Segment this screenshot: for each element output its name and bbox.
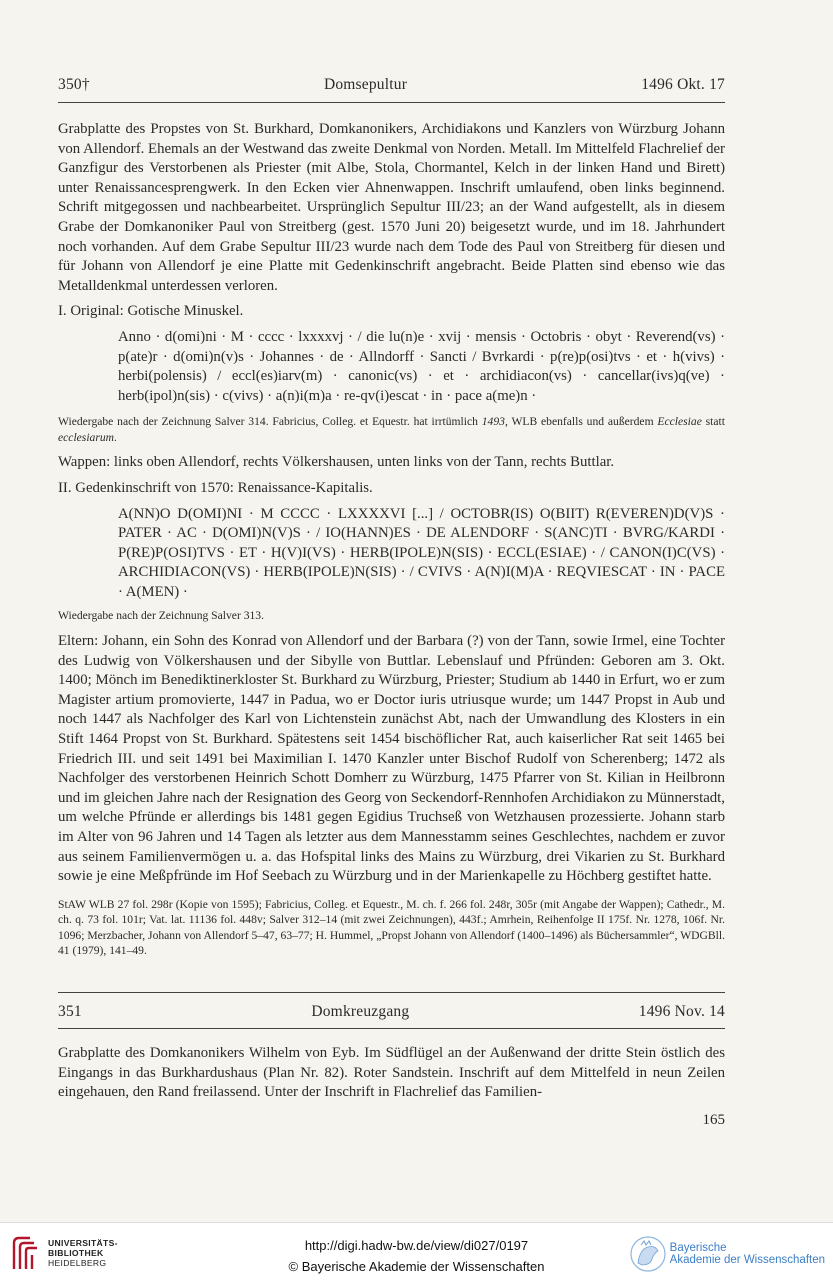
permalink[interactable]: http://digi.hadw-bw.de/view/di027/0197 xyxy=(304,1238,529,1253)
entry-location: Domkreuzgang xyxy=(311,1003,410,1020)
logo-line: Bayerische xyxy=(669,1241,727,1254)
logo-line: HEIDELBERG xyxy=(48,1258,107,1268)
running-header-entry-350 xyxy=(58,76,725,94)
header-rule xyxy=(58,1028,725,1029)
entry-350-body xyxy=(58,120,725,959)
logo-line: BIBLIOTHEK xyxy=(48,1248,104,1258)
inscription-original: Anno · d(omi)ni · M · cccc · lxxxxvj · / die lu(n)e · xvij · mensis · Octobris · obyt · Reverend(vs) · p(ate)r · d(omi)n(v)s · Johannes · de · Allndorff · Sancti / Bvrkardi · p(re)p(osi)tvs · et · h(vivs) · herbi(polensis) / eccl(es)iarv(m) · canonic(vs) · et · archidiacon(vs) · cancellar(ivs)q(ve) · herb(ipol)n(sis) · c(vivs) · a(n)i(m)a · re-qv(i)escat · in · pace a(me)n · xyxy=(118,328,725,404)
viewer-footer xyxy=(0,1222,833,1284)
note-text: statt xyxy=(701,415,725,429)
entry-date: 1496 Nov. 14 xyxy=(638,1003,725,1020)
academy-logo-text xyxy=(670,1242,825,1267)
header-rule xyxy=(58,102,725,103)
academy-logo[interactable] xyxy=(628,1235,825,1273)
entry-351-body xyxy=(58,1044,725,1103)
entry-location: Domsepultur xyxy=(323,76,408,93)
coats-of-arms: Wappen: links oben Allendorf, rechts Völkershausen, unten links von der Tann, rechts Buttlar. xyxy=(58,454,615,471)
entry-number: 350† xyxy=(58,76,90,93)
note-italic-word: Ecclesiae xyxy=(657,415,702,429)
bavarian-lion-icon xyxy=(628,1235,668,1273)
note-text: . xyxy=(114,430,117,444)
entry-description: Grabplatte des Propstes von St. Burkhard, Domkanonikers, Archidiakons und Kanzlers von Würzburg Johann von Allendorf. Ehemals an der Westwand das zweite Denkmal von Norden. Metall. Im Mittelfeld Flachrelief der Ganzfigur des Verstorbenen als Priester (mit Albe, Stola, Chormantel, Kelch in der linken Hand und Birett) unter Renaissancesprengwerk. In den Ecken vier Ahnenwappen. Inschrift umlaufend, oben links beginnend. Schrift mitgegossen und nachbearbeitet. Ursprünglich Sepultur III/23; an der Wand aufgestellt, als in diesem Grabe der Domkanoniker Paul von Streitberg (gest. 1570 Juni 20) beigesetzt wurde, und im 18. Jahrhundert noch vorhanden. Auf dem Grabe Sepultur III/23 wurde nach dem Tode des Paul von Streitberg für diesen und für Johann von Allendorf je eine Platte mit Gedenkinschrift angebracht. Beide Platten sind ebenso wie das Metalldenkmal unterdessen verloren. xyxy=(58,121,725,294)
note-text: , WLB ebenfalls und außerdem xyxy=(504,415,658,429)
logo-line: UNIVERSITÄTS- xyxy=(48,1238,118,1248)
entry-date: 1496 Okt. 17 xyxy=(641,76,725,93)
note-text: Wiedergabe nach der Zeichnung Salver 314. Fabricius, Colleg. et Equestr. hat irrtümlich xyxy=(58,415,482,429)
logo-line: Akademie der Wissenschaften xyxy=(669,1254,825,1266)
section-heading-original: I. Original: Gotische Minuskel. xyxy=(58,303,244,320)
sources: StAW WLB 27 fol. 298r (Kopie von 1595); Fabricius, Colleg. et Equestr., M. ch. f. 266 fol. 248r, 305r (mit Angabe der Wappen); Cathedr., M. ch. q. 73 fol. 101r; Vat. lat. 11136 fol. 448v; Salver 312–14 (mit zwei Zeichnungen), 443f.; Amrhein, Reihenfolge II 175f. Nr. 1278, 106f. Nr. 1096; Merzbacher, Johann von Allendorf 5–47, 63–77; H. Hummel, „Propst Johann von Allendorf (1400–1496) als Büchersammler“, WDGBll. 41 (1979), 141–49. xyxy=(58,897,725,958)
entry-number: 351 xyxy=(58,1003,82,1020)
section-rule xyxy=(58,992,725,993)
section-heading-memorial: II. Gedenkinschrift von 1570: Renaissance-Kapitalis. xyxy=(58,479,373,496)
note-italic-year: 1493 xyxy=(481,415,505,429)
apparatus-note-1 xyxy=(58,414,725,445)
apparatus-note-2: Wiedergabe nach der Zeichnung Salver 313. xyxy=(58,609,264,623)
copyright: © Bayerische Akademie der Wissenschaften xyxy=(288,1259,545,1274)
inscription-memorial: A(NN)O D(OMI)NI · M CCCC · LXXXXVI [...] / OCTOBR(IS) O(BIIT) R(EVEREN)D(V)S · PATER · AC · D(OMI)N(V)S · / IO(HANN)ES · DE ALENDORF · S(ANC)TI · BVRG/KARDI · P(RE)P(OSI)TVS · ET · H(V)I(VS) · HERB(IPOLE)N(SIS) · ECCL(ESIAE) · / CANON(I)C(VS) · ARCHIDIACON(VS) · HERB(IPOLE)N(SIS) · / CVIVS · A(N)I(M)A · REQVIESCAT · IN · PACE · A(MEN) · xyxy=(118,505,725,600)
note-italic-word: ecclesiarum xyxy=(58,430,115,444)
biography: Eltern: Johann, ein Sohn des Konrad von Allendorf und der Barbara (?) von der Tann, sowie Irmel, eine Tochter des Ludwig von Völkershausen und der Sibylle von Buttlar. Lebenslauf und Pfründen: Geboren am 3. Okt. 1400; Mönch im Benediktinerkloster St. Burkhard zu Würzburg, Priester; Studium ab 1440 in Erfurt, wo er zum Magister artium promovierte, 1447 in Padua, wo er Doctor iuris utriusque wurde; um 1447 Propst in Aub und noch 1447 als Nachfolger des Karl von Lichtenstein zunächst Abt, nach der Umwandlung des Klosters in ein Stift 1464 Propst von St. Burkhard. Spätestens seit 1454 bischöflicher Rat, auch kaiserlicher Rat seit 1465 bei Friedrich III. und seit 1491 bei Maximilian I. 1470 Kanzler unter Bischof Rudolf von Scherenberg; 1472 als Nachfolger des verstorbenen Heinrich Schott Domherr zu Würzburg, 1475 Pfarrer von St. Kilian in Heilbronn und im gleichen Jahre nach der Resignation des Georg von Seckendorf-Rennhofen Archidiakon zu Münnerstadt, um welche Pfründe er allerdings bis 1481 gegen Egidius Truchseß von Wetzhausen prozessierte. Johann starb im Alter von 96 Jahren und 14 Tagen als letzter aus dem Mannesstamm seines Geschlechtes, nachdem er zuvor aus seinem Familienvermögen u. a. das Hofspital links des Mains zu Würzburg, drei Vikarien zu St. Burkhard sowie je eine Meßpfründe im Hof Seebach zu Würzburg und in der Marienkapelle zu Höchberg gestiftet hatte. xyxy=(58,632,725,885)
entry-description: Grabplatte des Domkanonikers Wilhelm von Eyb. Im Südflügel an der Außenwand der dritte Stein östlich des Eingangs in das Burkhardushaus (Plan Nr. 82). Roter Sandstein. Inschrift auf dem Mittelfeld in neun Zeilen eingehauen, den Rand freilassend. Unter der Inschrift in Flachrelief das Familien- xyxy=(58,1045,725,1101)
running-header-entry-351 xyxy=(58,1003,725,1021)
page-number: 165 xyxy=(702,1112,725,1128)
